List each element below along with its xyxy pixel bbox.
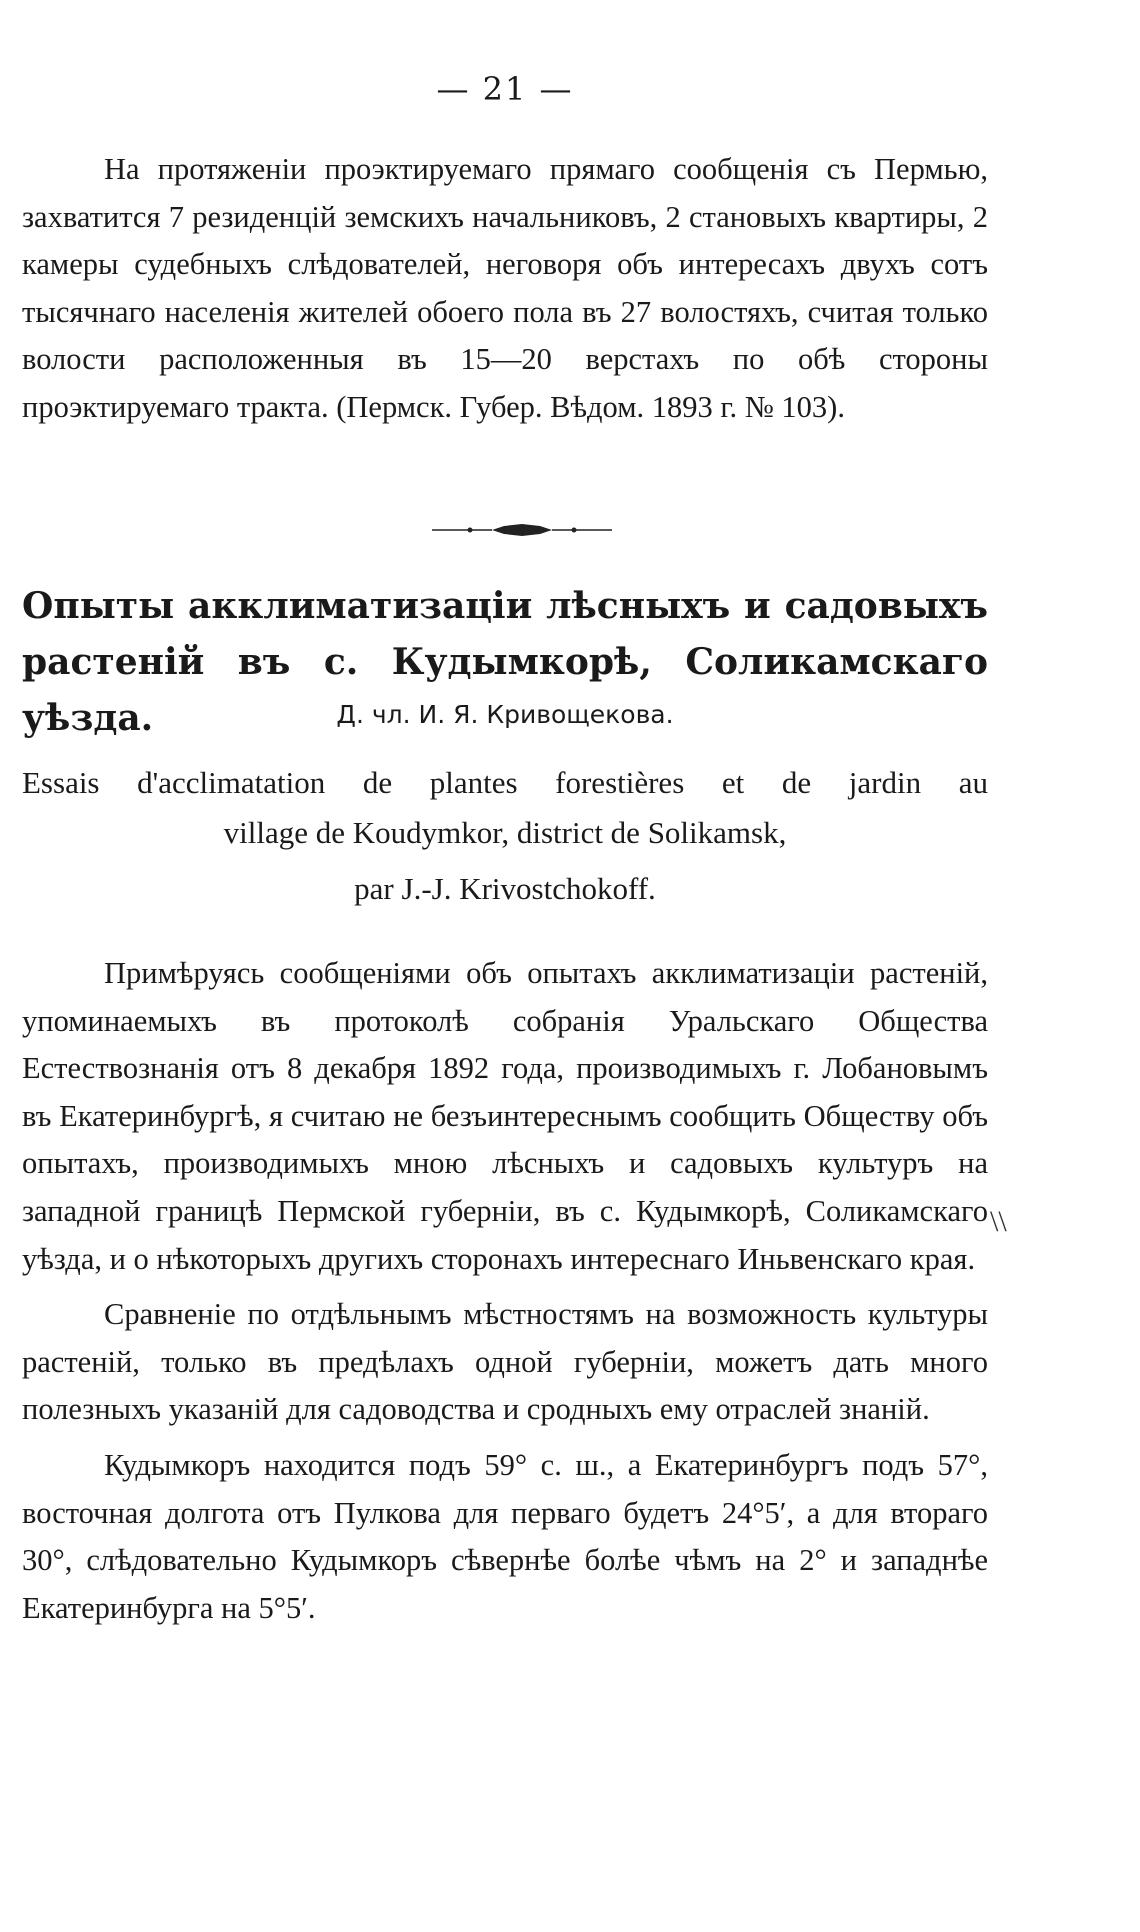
body-paragraph-1: Примѣруясь сообщеніями объ опытахъ акклиматизаціи растеній, упоминаемыхъ въ протоколѣ собранія Уральскаго Общества Естествознанія отъ 8 декабря 1892 года, производимыхъ г. Лобановымъ въ Екатеринбургѣ, я считаю не безъинтереснымъ сообщить Обществу объ опытахъ, производимыхъ мною лѣсныхъ и садовыхъ культуръ на западной границѣ Пермской губерніи, въ с. Кудымкорѣ, Соликамскаго уѣзда, и о нѣкоторыхъ другихъ сторонахъ интереснаго Иньвенскаго края.	[22, 956, 988, 1276]
title-line-1: Опыты акклиматизаціи лѣсныхъ и садовыхъ	[22, 585, 988, 627]
article-body	[22, 950, 988, 1640]
ornamental-divider	[432, 520, 612, 540]
page-number: — 21 —	[436, 70, 574, 108]
french-title-line-1: Essais d'acclimatation de plantes forestières et de jardin au	[22, 765, 988, 800]
margin-pencil-mark: \\	[990, 1205, 1007, 1238]
body-paragraph-2: Сравненіе по отдѣльнымъ мѣстностямъ на возможность культуры растеній, только въ предѣлахъ одной губерніи, можетъ дать много полезныхъ указаній для садоводства и сродныхъ ему отраслей знаній.	[22, 1297, 988, 1427]
body-paragraph-3: Кудымкоръ находится подъ 59° с. ш., а Екатеринбургъ подъ 57°, восточная долгота отъ Пулкова для перваго будетъ 24°5′, а для втораго 30°, слѣдовательно Кудымкоръ сѣвернѣе болѣе чѣмъ на 2° и западнѣе Екатеринбурга на 5°5′.	[22, 1447, 988, 1625]
french-title	[22, 758, 988, 914]
author-line: Д. чл. И. Я. Кривощекова.	[336, 700, 674, 729]
french-author-line: par J.-J. Krivostchokoff.	[354, 871, 656, 906]
book-page	[22, 0, 988, 1932]
title-line-2: растеній въ с. Кудымкорѣ, Соликамскаго уѣзда.	[22, 641, 988, 739]
french-title-line-2: village de Koudymkor, district de Solikamsk,	[223, 815, 787, 850]
intro-paragraph: На протяженіи проэктируемаго прямаго сообщенія съ Пермью, захватится 7 резиденцій земскихъ начальниковъ, 2 становыхъ квартиры, 2 камеры судебныхъ слѣдователей, неговоря объ интересахъ двухъ сотъ тысячнаго населенія жителей обоего пола въ 27 волостяхъ, считая только волости расположенныя въ 15—20 верстахъ по обѣ стороны проэктируемаго тракта. (Пермск. Губер. Вѣдом. 1893 г. № 103).	[22, 152, 988, 424]
